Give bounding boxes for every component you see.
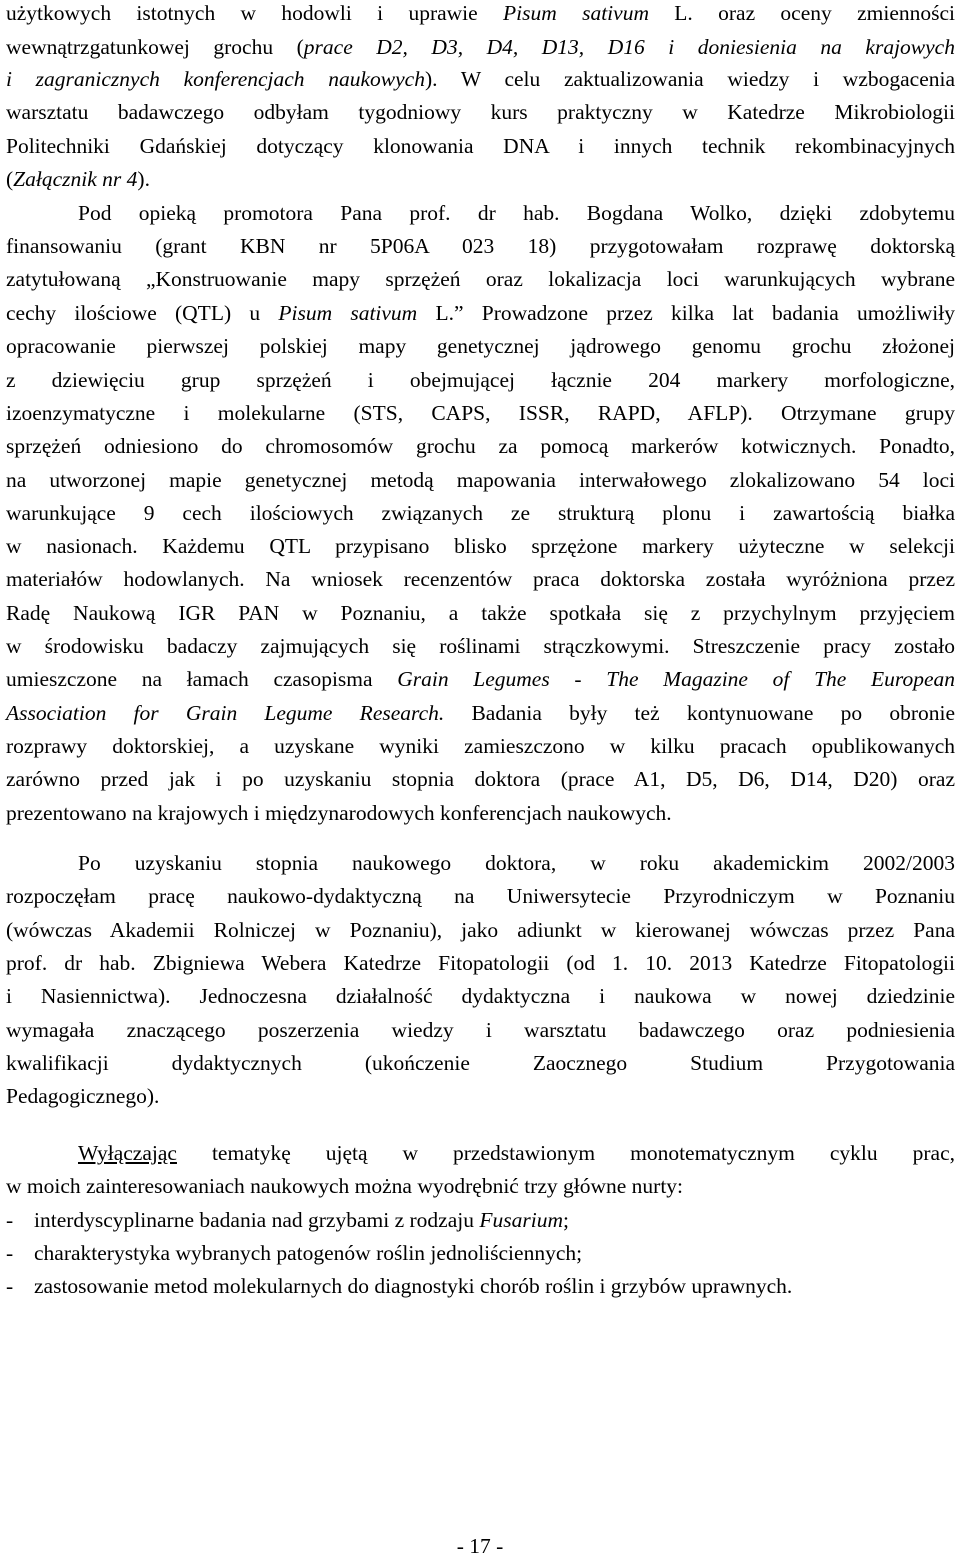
text-line: Association for Grain Legume Research. Badania były też kontynuowane po obronie [6, 701, 955, 725]
text-line: Pedagogicznego). [6, 1084, 160, 1108]
text-line: prezentowano na krajowych i międzynarodowych konferencjach naukowych. [6, 801, 672, 825]
text-line: prof. dr hab. Zbigniewa Webera Katedrze Fitopatologii (od 1. 10. 2013 Katedrze Fitopatologii [6, 951, 955, 975]
text-line: Wyłączając tematykę ujętą w przedstawionym monotematycznym cyklu prac, [78, 1141, 955, 1165]
text-line: (Załącznik nr 4). [6, 167, 150, 191]
text-line: i zagranicznych konferencjach naukowych). W celu zaktualizowania wiedzy i wzbogacenia [6, 67, 956, 91]
text-line: Pod opieką promotora Pana prof. dr hab. Bogdana Wolko, dzięki zdobytemu [78, 201, 955, 225]
text-line: (wówczas Akademii Rolniczej w Poznaniu), jako adiunkt w kierowanej wówczas przez Pana [6, 918, 955, 942]
list-item-text: zastosowanie metod molekularnych do diagnostyki chorób roślin i grzybów uprawnych. [34, 1274, 793, 1298]
text-line: finansowaniu (grant KBN nr 5P06A 023 18) przygotowałam rozprawę doktorską [6, 234, 955, 258]
text-line: rozpoczęłam pracę naukowo-dydaktyczną na Uniwersytecie Przyrodniczym w Poznaniu [6, 884, 955, 908]
text-line: na utworzonej mapie genetycznej metodą mapowania interwałowego zlokalizowano 54 loci [6, 468, 955, 492]
list-item-text: charakterystyka wybranych patogenów roślin jednoliściennych; [34, 1241, 583, 1265]
text-line: cechy ilościowe (QTL) u Pisum sativum L.” Prowadzone przez kilka lat badania umożliwiły [6, 301, 955, 325]
text-line: umieszczone na łamach czasopisma Grain Legumes - The Magazine of The European [6, 667, 955, 691]
list-dash: - [6, 1274, 14, 1298]
text-line: warunkujące 9 cech ilościowych związanych ze strukturą plonu i zawartością białka [6, 501, 955, 525]
text-line: wymagała znaczącego poszerzenia wiedzy i warsztatu badawczego oraz podniesienia [6, 1018, 955, 1042]
list-dash: - [6, 1241, 14, 1265]
text-line: w nasionach. Każdemu QTL przypisano blisko sprzężone markery użyteczne w selekcji [6, 534, 955, 558]
text-line: wewnątrzgatunkowej grochu (prace D2, D3, D4, D13, D16 i doniesienia na krajowych [6, 35, 955, 59]
text-line: Politechniki Gdańskiej dotyczący klonowania DNA i innych technik rekombinacyjnych [6, 134, 955, 158]
text-line: użytkowych istotnych w hodowli i uprawie Pisum sativum L. oraz oceny zmienności [6, 1, 955, 25]
text-line: rozprawy doktorskiej, a uzyskane wyniki zamieszczono w kilku pracach opublikowanych [6, 734, 955, 758]
page-number: - 17 - [456, 1534, 504, 1558]
text-line: sprzężeń odniesiono do chromosomów grochu za pomocą markerów kotwicznych. Ponadto, [6, 434, 955, 458]
text-line: opracowanie pierwszej polskiej mapy genetycznej jądrowego genomu grochu złożonej [6, 334, 955, 358]
text-line: materiałów hodowlanych. Na wniosek recenzentów praca doktorska została wyróżniona przez [6, 567, 955, 591]
text-line: Po uzyskaniu stopnia naukowego doktora, w roku akademickim 2002/2003 [78, 851, 955, 875]
text-line: w moich zainteresowaniach naukowych można wyodrębnić trzy główne nurty: [6, 1174, 684, 1198]
list-item-text: interdyscyplinarne badania nad grzybami z rodzaju Fusarium; [34, 1208, 569, 1232]
list-dash: - [6, 1208, 14, 1232]
text-line: i Nasiennictwa). Jednoczesna działalność dydaktyczna i naukowa w nowej dziedzinie [6, 984, 955, 1008]
text-line: Radę Naukową IGR PAN w Poznaniu, a także spotkała się z przychylnym przyjęciem [6, 601, 955, 625]
text-line: kwalifikacji dydaktycznych (ukończenie Zaocznego Studium Przygotowania [6, 1051, 955, 1075]
text-line: w środowisku badaczy zajmujących się roślinami strączkowymi. Streszczenie pracy zostało [6, 634, 955, 658]
text-line: zatytułowaną „Konstruowanie mapy sprzężeń oraz lokalizacja loci warunkujących wybrane [6, 267, 955, 291]
text-line: z dziewięciu grup sprzężeń i obejmującej łącznie 204 markery morfologiczne, [6, 368, 955, 392]
text-line: izoenzymatyczne i molekularne (STS, CAPS, ISSR, RAPD, AFLP). Otrzymane grupy [6, 401, 955, 425]
text-line: warsztatu badawczego odbyłam tygodniowy kurs praktyczny w Katedrze Mikrobiologii [6, 100, 955, 124]
text-line: zarówno przed jak i po uzyskaniu stopnia doktora (prace A1, D5, D6, D14, D20) oraz [6, 767, 955, 791]
